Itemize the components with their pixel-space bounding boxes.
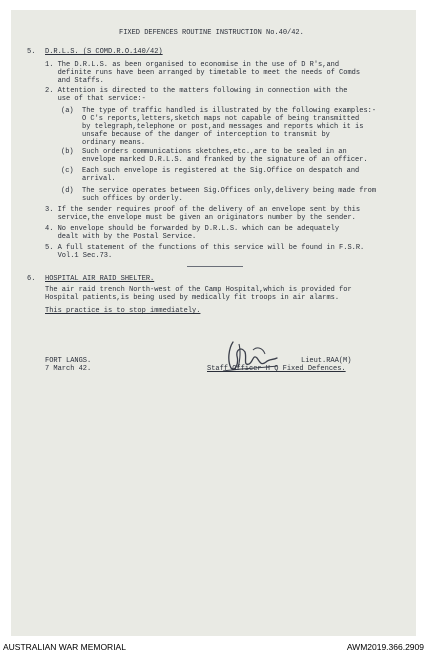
document-page [11,10,416,636]
item-b-line-1: (b) Such orders communications sketches,etc.,are to be sealed in an [61,148,347,156]
archive-footer [0,640,427,653]
para-1-line-2: definite runs have been arranged by timetable to meet the needs of Comds [45,69,361,77]
para-2-line-1: 2. Attention is directed to the matters following in connection with the [45,87,348,95]
section-6-body-line-1: The air raid trench North-west of the Camp Hospital,which is provided for [45,286,352,294]
para-3-line-1: 3. If the sender requires proof of the delivery of an envelope sent by this [45,206,361,214]
section-6-number: 6. [27,275,36,283]
footer-accession-number: AWM2019.366.2909 [346,642,424,652]
item-c-line-1: (c) Each such envelope is registered at the Sig.Office on despatch and [61,167,360,175]
item-d-line-1: (d) The service operates between Sig.Offices only,delivery being made from [61,187,377,195]
para-2-line-2: use of that service:- [45,95,146,103]
para-3-line-2: service,the envelope must be given an originators number by the sender. [45,214,356,222]
para-1-line-3: and Staffs. [45,77,104,85]
item-a-line-3: by telegraph,telephone or post,and messages and reports which it is [61,123,364,131]
para-5-line-1: 5. A full statement of the functions of this service will be found in F.S.R. [45,244,365,252]
item-b-line-2: envelope marked D.R.L.S. and franked by the signature of an officer. [61,156,368,164]
section-6-body-line-2: Hospital patients,is being used by medically fit troops in air alarms. [45,294,340,302]
place-text: FORT LANGS. [45,357,92,365]
para-5-line-2: Vol.1 Sec.73. [45,252,113,260]
item-a-line-2: O C's reports,letters,sketch maps not capable of being transmitted [61,115,360,123]
section-5-title: D.R.L.S. (S COMD.R.O.140/42) [45,48,163,56]
item-c-line-2: arrival. [61,175,116,183]
para-1-line-1: 1. The D.R.L.S. as been organised to economise in the use of D R's,and [45,61,340,69]
signatory-title: Staff Officer H Q Fixed Defences. [207,365,346,373]
para-4-line-1: 4. No envelope should be forwarded by D.R.L.S. which can be adequately [45,225,340,233]
section-5-number: 5. [27,48,36,56]
section-divider [187,266,243,267]
section-6-title: HOSPITAL AIR RAID SHELTER. [45,275,155,283]
item-d-line-2: such offices by orderly. [61,195,183,203]
item-a-line-1: (a) The type of traffic handled is illustrated by the following examples:- [61,107,377,115]
footer-institution: AUSTRALIAN WAR MEMORIAL [3,642,126,652]
signatory-rank: Lieut.RAA(M) [301,357,352,365]
item-a-line-5: ordinary means. [61,139,146,147]
item-a-line-4: unsafe because of the danger of interception to transmit by [61,131,330,139]
date-text: 7 March 42. [45,365,92,373]
document-header: FIXED DEFENCES ROUTINE INSTRUCTION No.40/42. [119,29,304,37]
section-6-note: This practice is to stop immediately. [45,307,201,315]
para-4-line-2: dealt with by the Postal Service. [45,233,197,241]
